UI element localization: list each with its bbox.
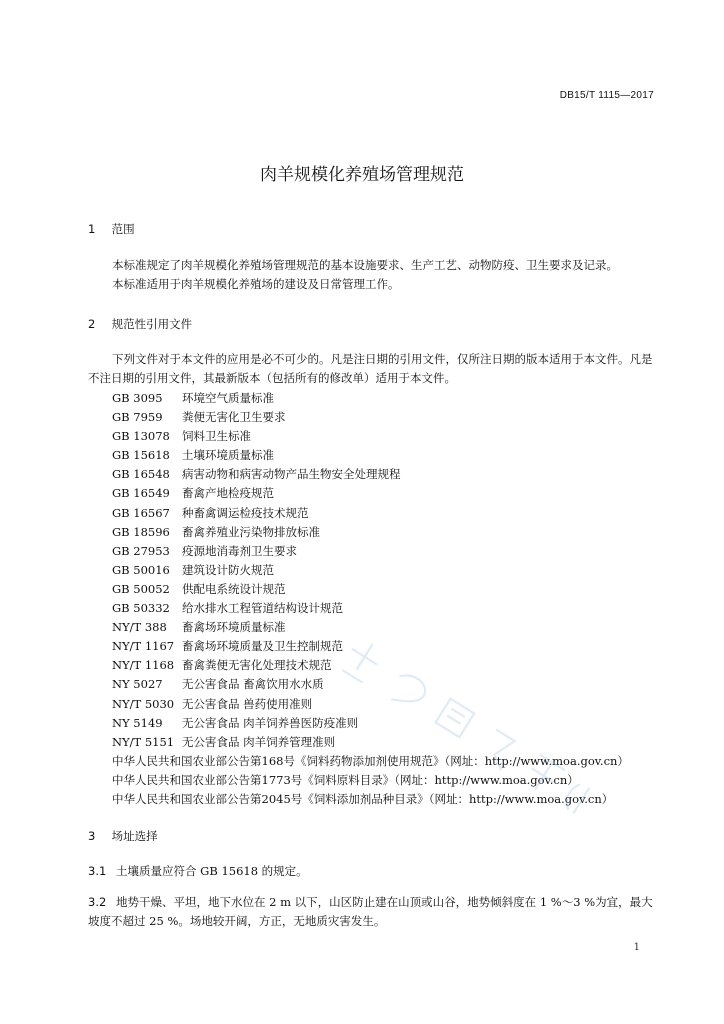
reference-title: 种畜禽调运检疫技术规范 <box>182 505 309 520</box>
reference-code: GB 50016 <box>112 562 170 577</box>
reference-item <box>112 714 672 733</box>
reference-code: GB 16549 <box>112 486 170 501</box>
clause-number: 3.1 <box>88 864 107 878</box>
scope-paragraph-2: 本标准适用于肉羊规模化养殖场的建设及日常管理工作。 <box>112 277 400 291</box>
reference-title: 饲料卫生标准 <box>182 429 251 444</box>
reference-item <box>112 504 672 523</box>
reference-code: GB 13078 <box>112 429 170 444</box>
reference-item <box>112 618 672 637</box>
reference-title: 畜禽产地检疫规范 <box>182 486 274 501</box>
reference-code: GB 18596 <box>112 524 170 539</box>
reference-code: GB 50052 <box>112 581 170 596</box>
reference-code: NY/T 1168 <box>112 658 175 673</box>
reference-code: GB 27953 <box>112 543 170 558</box>
reference-code: GB 50332 <box>112 601 170 616</box>
reference-title: 粪便无害化卫生要求 <box>182 410 286 425</box>
section-title: 场址选择 <box>111 829 158 843</box>
announcement-item: 中华人民共和国农业部公告第168号《饲料药物添加剂使用规范》（网址：http://www.moa.gov.cn） <box>112 753 629 768</box>
clause-3-1 <box>88 862 660 881</box>
reference-title: 畜禽养殖业污染物排放标准 <box>182 524 320 539</box>
reference-title: 畜禽场环境质量及卫生控制规范 <box>182 639 343 654</box>
section-heading-normative <box>88 316 192 332</box>
reference-code: NY 5027 <box>112 677 163 692</box>
reference-title: 土壤环境质量标准 <box>182 448 274 463</box>
reference-item <box>112 542 672 561</box>
reference-item <box>112 465 672 484</box>
reference-title: 无公害食品 兽药使用准则 <box>182 696 313 711</box>
reference-item <box>112 656 672 675</box>
reference-item <box>112 675 672 694</box>
reference-title: 环境空气质量标准 <box>182 391 274 405</box>
reference-code: GB 15618 <box>112 448 170 463</box>
reference-code: GB 7959 <box>112 410 163 425</box>
reference-item <box>112 580 672 599</box>
reference-code: GB 16567 <box>112 505 170 520</box>
scope-paragraph-1: 本标准规定了肉羊规模化养殖场管理规范的基本设施要求、生产工艺、动物防疫、卫生要求及记录。 <box>112 258 618 272</box>
reference-title: 建筑设计防火规范 <box>182 562 274 577</box>
reference-code: NY/T 5030 <box>112 696 175 711</box>
reference-code: NY 5149 <box>112 715 163 730</box>
reference-title: 无公害食品 肉羊饲养兽医防疫准则 <box>182 715 359 730</box>
section-number: 2 <box>88 317 96 331</box>
reference-item <box>112 408 672 427</box>
normative-intro: 下列文件对于本文件的应用是必不可少的。凡是注日期的引用文件，仅所注日期的版本适用于本文件。凡是不注日期的引用文件，其最新版本（包括所有的修改单）适用于本文件。 <box>88 352 653 385</box>
reference-code: NY/T 1167 <box>112 639 175 654</box>
clause-number: 3.2 <box>88 895 107 909</box>
reference-title: 畜禽粪便无害化处理技术规范 <box>182 658 332 673</box>
reference-item <box>112 733 672 752</box>
reference-title: 供配电系统设计规范 <box>182 581 286 596</box>
reference-title: 疫源地消毒剂卫生要求 <box>182 543 297 558</box>
clause-text: 地势干燥、平坦，地下水位在 2 m 以下，山区防止建在山顶或山谷，地势倾斜度在 1 %～3 %为宜，最大坡度不超过 25 %。场地较开阔，方正，无地质灾害发生。 <box>88 895 653 928</box>
reference-item <box>112 561 672 580</box>
section-title: 规范性引用文件 <box>111 317 193 331</box>
reference-item <box>112 446 672 465</box>
section-number: 3 <box>88 829 96 843</box>
clause-text: 土壤质量应符合 GB 15618 的规定。 <box>116 864 308 878</box>
reference-title: 畜禽场环境质量标准 <box>182 620 286 635</box>
reference-item <box>112 599 672 618</box>
reference-item <box>112 695 672 714</box>
standard-code: DB15/T 1115—2017 <box>559 90 654 101</box>
reference-list <box>112 389 672 809</box>
section-number: 1 <box>88 222 96 236</box>
section-heading-site <box>88 828 158 844</box>
page-number: 1 <box>633 942 640 953</box>
reference-title: 无公害食品 肉羊饲养管理准则 <box>182 734 336 749</box>
reference-item <box>112 389 672 408</box>
section-title: 范围 <box>111 222 135 236</box>
reference-title: 无公害食品 畜禽饮用水水质 <box>182 677 324 692</box>
document-title: 肉羊规模化养殖场管理规范 <box>260 165 464 185</box>
reference-title: 给水排水工程管道结构设计规范 <box>182 601 343 616</box>
section-heading-scope <box>88 221 135 237</box>
reference-item <box>112 523 672 542</box>
reference-item <box>112 637 672 656</box>
reference-item <box>112 427 672 446</box>
reference-code: NY/T 388 <box>112 620 167 635</box>
reference-title: 病害动物和病害动物产品生物安全处理规程 <box>182 467 401 482</box>
announcement-item: 中华人民共和国农业部公告第2045号《饲料添加剂品种目录》（网址：http://www.moa.gov.cn） <box>112 791 614 806</box>
reference-code: GB 16548 <box>112 467 170 482</box>
reference-item <box>112 484 672 503</box>
reference-code: GB 3095 <box>112 391 163 405</box>
reference-code: NY/T 5151 <box>112 734 175 749</box>
announcement-item: 中华人民共和国农业部公告第1773号《饲料原料目录》（网址：http://www.moa.gov.cn） <box>112 772 579 787</box>
clause-3-2 <box>88 893 660 931</box>
